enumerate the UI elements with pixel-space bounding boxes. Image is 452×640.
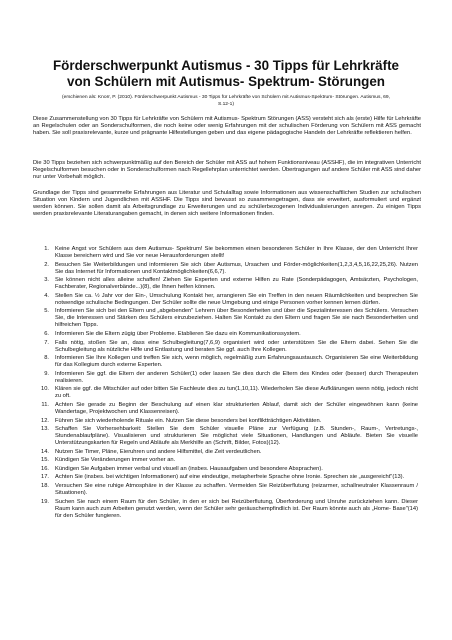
tip-text: Keine Angst vor Schülern aus dem Autismus- Spektrum! Sie bekommen einen besonderen Schüler in Ihre Klasse, der den Unterricht Ihrer Klasse bereichern wird und Sie vor neue Herausforderungen stellt! [55, 246, 418, 260]
tip-item [38, 457, 418, 464]
tip-text: Informieren Sie Ihre Kollegen und treffen Sie sich, wenn möglich, regelmäßig zum Erfahrungsaustausch. Organisieren Sie eine Weiterbildung für das Kollegium durch externe Experten. [55, 355, 418, 369]
tip-number: 15. [41, 457, 49, 464]
tip-number: 1. [44, 246, 49, 252]
tip-text: Besuchen Sie Weiterbildungen und informieren Sie sich über Autismus, Ursachen und Förder-möglichkeiten(1,2,3,4,5,16,22,25,26). Nutzen Sie das Internet für Informationen und Kontaktmöglichkeiten(6,6,7). [55, 261, 418, 275]
tip-number: 19. [41, 498, 49, 505]
tip-number: 4. [44, 292, 49, 299]
tip-item [38, 474, 418, 481]
tip-number: 7. [44, 339, 49, 346]
tip-item [38, 293, 418, 307]
intro-paragraph: Diese Zusammenstellung von 30 Tipps für Lehrkräfte von Schülern mit Autismus- Spektrum Störungen (ASS) versteht sich als (erste) Hilfe für Lehrkräfte an Regelschulen oder an Sonderschulformen, die noch keine oder wenig Erfahrungen mit der schulischen Förderung von Schülern mit ASS gemacht haben. Sie soll praxisrelevante, kurze und prägnante Hilfestellungen geben und das eigene pädagogische Handeln der Lehrkräfte reflektieren helfen. [33, 115, 421, 136]
tip-number: 18. [41, 482, 49, 489]
tip-item [38, 340, 418, 354]
tip-item [38, 499, 418, 520]
tips-list [38, 246, 418, 521]
tip-number: 6. [44, 331, 49, 338]
tip-item [38, 308, 418, 329]
tip-text: Achten Sie gerade zu Beginn der Beschulung auf einen klar strukturierten Ablauf, damit sich der Schüler eingewöhnen kann (keine Wandertage, Projektwochen und Klassenreisen). [55, 401, 418, 415]
tip-number: 17. [41, 474, 49, 481]
tip-item [38, 483, 418, 497]
tip-number: 8. [44, 355, 49, 362]
tip-item [38, 402, 418, 416]
tip-text: Stellen Sie ca. ½ Jahr vor der Ein-, Umschulung Kontakt her, arrangieren Sie ein Treffen in den neuen Räumlichkeiten und besprechen Sie notwendige schulische Bedingungen. Der Schüler sollte die neue Umgebung und einige Personen vorher kennen lernen dürfen. [55, 292, 418, 306]
tip-item [38, 449, 418, 456]
tip-number: 9. [44, 370, 49, 377]
tip-item [38, 371, 418, 385]
tip-item [38, 355, 418, 369]
tip-number: 5. [44, 308, 49, 315]
document-title: Förderschwerpunkt Autismus - 30 Tipps für Lehrkräfte von Schülern mit Autismus- Spektrum- Störungen [53, 58, 399, 89]
tip-item [38, 386, 418, 400]
tip-text: Informieren Sie sich bei den Eltern und „abgebenden" Lehrern über Besonderheiten und über die Spezialinteressen des Schülers. Versuchen Sie, die Interessen und Stärken des Schülers einzubeziehen. Halten Sie Kontakt zu den Eltern und fragen Sie sie nach Besonderheiten und hilfreichen Tipps. [55, 308, 418, 329]
tip-item [38, 466, 418, 473]
tip-number: 2. [44, 261, 49, 268]
tip-number: 12. [41, 417, 49, 424]
tip-text: Suchen Sie nach einem Raum für den Schüler, in den er sich bei Reizüberflutung, Überforderung und Unruhe zurückziehen kann. Dieser Raum kann auch zum Arbeiten genutzt werden, wenn der Schüler sehr geräuschempfindlich ist. Der Raum könnte auch als „Home- Base"(14) für den Schüler fungieren. [55, 498, 418, 519]
tip-number: 16. [41, 465, 49, 472]
tip-text: Achten Sie (insbes. bei wichtigen Informationen) auf eine eindeutige, metapherfreie Sprache ohne Ironie. Sprechen sie „ausgereicht"(13). [55, 474, 405, 481]
basis-paragraph: Grundlage der Tipps sind gesammelte Erfahrungen aus Literatur und Schulalltag sowie Informationen aus wissenschaftlichen Studien zur schulischen Situation von Kindern und Jugendlichen mit ASSHF. Die Tipps sind bewusst so zusammengetragen, dass sie erweitert, ausformuliert und ergänzt werden können. Sie sollen damit als Arbeitsgrundlage zu Erweiterungen und zu schülerbezogenen Individualisierungen anregen. Zu einigen Tipps werden praxisrelevante Literaturangaben gemacht, in denen sich weitere Informationen finden. [33, 189, 421, 217]
scope-paragraph: Die 30 Tipps beziehen sich schwerpunktmäßig auf den Bereich der Schüler mit ASS auf hohem Funktionsniveau (ASSHF), die im integrativen Unterricht Regelschulformen besuchen oder in Sonderschulformen nach Regellehrplan unterrichtet werden. Übertragungen auf andere Schüler mit ASS sind daher nur unter Vorbehalt möglich. [33, 159, 421, 180]
tip-text: Informieren Sie die Eltern zügig über Probleme. Etablieren Sie dazu ein Kommunikationssystem. [55, 331, 301, 338]
tip-text: Kündigen Sie Aufgaben immer verbal und visuell an (insbes. Hausaufgaben und besondere Absprachen). [55, 465, 323, 472]
tip-item [38, 331, 418, 338]
tip-text: Falls nötig, stoßen Sie an, dass eine Schulbegleitung(7,6,9) organisiert wird oder unterstützen Sie die Eltern dabei. Sehen Sie die Schulbegleitung als nützliche Hilfe und Entlastung und beraten Sie ggf. auch Ihre Kollegen. [55, 339, 418, 353]
tip-number: 13. [41, 426, 49, 433]
tip-item [38, 277, 418, 291]
tip-number: 11. [41, 401, 49, 408]
tip-text: Führen Sie sich wiederholende Rituale ein. Nutzen Sie diese besonders bei konfliktträchtigen Aktivitäten. [55, 417, 322, 424]
tip-text: Informieren Sie ggf. die Eltern der anderen Schüler(1) oder lassen Sie dies durch die Eltern des Kindes oder (besser) durch Therapeuten realisieren. [55, 370, 418, 384]
tip-text: Versuchen Sie eine ruhige Atmosphäre in der Klasse zu schaffen. Vermeiden Sie Reizüberflutung (reizarmer, schallneutraler Klassenraum / Situationen). [55, 482, 418, 496]
tip-text: Kündigen Sie Veränderungen immer vorher an. [55, 457, 176, 464]
citation-note: (erschienen als: Knorr, P. (2010). Förderschwerpunkt Autismus - 30 Tipps für Lehrkräfte von Schülern mit Autismus-Spektrum- Störungen. Autismus, 69, S.12-1) [61, 95, 390, 107]
tip-text: Schaffen Sie Vorhersehbarkeit: Stellen Sie dem Schüler visuelle Pläne zur Verfügung (z.B. Stunden-, Raum-, Vertretungs-, Stundenablaufpläne). Visualisieren und strukturieren Sie möglichst viele Situationen, Handlungen und Abläufe. Bieten Sie visuelle Unterstützungskarten für Regeln und Abläufe als Merkhilfe an (Schrift, Bilder, Fotos)(12). [55, 426, 418, 447]
tip-item [38, 262, 418, 276]
tip-text: Klären sie ggf. die Mitschüler auf oder bitten Sie Fachleute dies zu tun(1,10,11). Wiederholen Sie diese Aufklärungen wenn nötig, jedoch nicht zu oft. [55, 386, 418, 400]
tip-text: Sie können nicht alles alleine schaffen! Ziehen Sie Experten und externe Hilfen zu Rate (Sonderpädagogen, Amtsärzten, Psychologen, Fachberater, Regionalverbände...)(8), die Ihnen helfen können. [55, 277, 418, 291]
tip-item [38, 426, 418, 447]
tip-item [38, 246, 418, 260]
tip-text: Nutzen Sie Timer, Pläne, Eieruhren und andere Hilfsmittel, die Zeit verdeutlichen. [55, 448, 262, 455]
tip-number: 10. [41, 386, 49, 393]
tip-item [38, 418, 418, 425]
tip-number: 14. [41, 448, 49, 455]
tip-number: 3. [44, 277, 49, 284]
